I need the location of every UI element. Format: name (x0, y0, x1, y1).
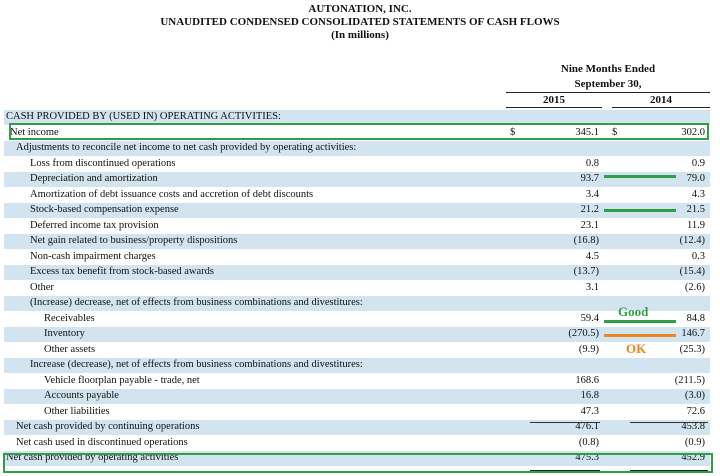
row-label: CASH PROVIDED BY (USED IN) OPERATING ACTIVITIES: (6, 111, 281, 122)
currency-symbol-2015: $ (510, 126, 516, 138)
value-2015: 23.1 (580, 219, 599, 231)
net-income-highlight-box (9, 123, 709, 140)
table-row (4, 343, 710, 358)
value-2014: (3.0) (684, 390, 705, 401)
table-row (4, 296, 710, 311)
stock-comp-good-mark (604, 209, 676, 212)
company-name: AUTONATION, INC. (308, 3, 412, 15)
table-row (4, 405, 710, 420)
value-2015: (0.8) (578, 436, 599, 448)
row-label: Increase (decrease), net of effects from business combinations and divestitures: (30, 359, 363, 370)
row-label: Loss from discontinued operations (30, 157, 176, 169)
table-row (4, 358, 710, 373)
table-row (4, 234, 710, 249)
value-2014: 452.9 (681, 452, 705, 463)
value-2014: 72.6 (686, 405, 705, 417)
table-row (4, 265, 710, 280)
table-row (4, 436, 710, 451)
value-2014: 0.3 (691, 250, 705, 262)
value-2015: 93.7 (580, 173, 599, 184)
year-header-2014: 2014 (650, 94, 672, 106)
ok-annotation: OK (626, 341, 647, 356)
row-label: Net cash provided by continuing operations (16, 421, 200, 432)
row-label: Net income (10, 126, 59, 138)
value-2014: (12.4) (679, 235, 705, 246)
subtotal-rule-2015 (530, 422, 600, 423)
value-2014: 79.0 (686, 173, 705, 184)
value-2015: 345.1 (575, 126, 599, 138)
value-2014: (25.3) (679, 343, 705, 355)
year-rule-2014 (612, 107, 710, 108)
value-2015: (16.8) (573, 235, 599, 246)
value-2014: 4.3 (691, 188, 705, 200)
receivables-good-mark (604, 320, 676, 323)
units-label: (In millions) (331, 29, 389, 41)
table-row (4, 219, 710, 234)
row-label: Deferred income tax provision (30, 219, 159, 231)
value-2015: 21.2 (580, 204, 599, 215)
period-header-rule (506, 92, 710, 93)
period-header-line1: Nine Months Ended (560, 63, 656, 75)
row-label: (Increase) decrease, net of effects from business combinations and divestitures: (30, 297, 363, 308)
value-2014: 453.8 (681, 421, 705, 432)
row-label: Depreciation and amortization (30, 173, 158, 184)
value-2015: (270.5) (568, 328, 599, 339)
row-label: Other liabilities (44, 405, 110, 417)
value-2015: 3.1 (585, 281, 599, 293)
currency-symbol-2014: $ (612, 126, 618, 138)
subtotal-rule-2014 (630, 422, 708, 423)
value-2014: (0.9) (684, 436, 705, 448)
table-row (4, 420, 710, 435)
value-2014: 11.9 (687, 219, 705, 231)
row-label: Vehicle floorplan payable - trade, net (44, 374, 200, 386)
table-row (4, 157, 710, 172)
row-label: Adjustments to reconcile net income to net cash provided by operating activities: (16, 142, 357, 153)
operating-cash-highlight-box (3, 453, 713, 473)
good-annotation: Good (618, 304, 649, 319)
period-header-line2: September 30, (574, 78, 642, 90)
row-label: Inventory (44, 328, 85, 339)
value-2015: 16.8 (580, 390, 599, 401)
row-label: Net cash provided by operating activities (6, 452, 179, 463)
year-header-2015: 2015 (543, 94, 565, 106)
table-row (4, 250, 710, 265)
row-label: Amortization of debt issuance costs and accretion of debt discounts (30, 188, 314, 200)
row-label: Receivables (44, 312, 95, 324)
value-2015: 0.8 (585, 157, 599, 169)
table-row (4, 374, 710, 389)
value-2014: 21.5 (686, 204, 705, 215)
row-label: Other (30, 281, 54, 293)
value-2014: 84.8 (686, 312, 705, 324)
value-2015: 3.4 (585, 188, 599, 200)
table-row (4, 141, 710, 156)
statement-title: UNAUDITED CONDENSED CONSOLIDATED STATEMENTS OF CASH FLOWS (160, 16, 560, 28)
row-label: Accounts payable (44, 390, 119, 401)
table-row (4, 188, 710, 203)
year-rule-2015 (506, 107, 602, 108)
value-2014: 0.9 (691, 157, 705, 169)
row-label: Other assets (44, 343, 96, 355)
value-2015: 168.6 (575, 374, 599, 386)
inventory-ok-mark (604, 334, 676, 337)
value-2015: 4.5 (585, 250, 599, 262)
row-label: Net cash used in discontinued operations (16, 436, 188, 448)
value-2015: (9.9) (578, 343, 599, 355)
value-2015: (13.7) (573, 266, 599, 277)
value-2014: (15.4) (679, 266, 705, 277)
value-2015: 476.1 (575, 421, 599, 432)
value-2014: 146.7 (681, 328, 705, 339)
table-row (4, 389, 710, 404)
row-label: Excess tax benefit from stock-based awards (30, 266, 214, 277)
row-label: Non-cash impairment charges (30, 250, 156, 262)
value-2015: 47.3 (580, 405, 599, 417)
value-2014: (211.5) (674, 374, 705, 386)
table-row (4, 312, 710, 327)
value-2014: 302.0 (681, 126, 705, 138)
table-row (4, 281, 710, 296)
row-label: Stock-based compensation expense (30, 204, 179, 215)
depreciation-good-mark (604, 175, 676, 178)
value-2015: 59.4 (580, 312, 599, 324)
row-label: Net gain related to business/property dispositions (30, 235, 238, 246)
value-2014: (2.6) (684, 281, 705, 293)
value-2015: 475.3 (575, 452, 599, 463)
